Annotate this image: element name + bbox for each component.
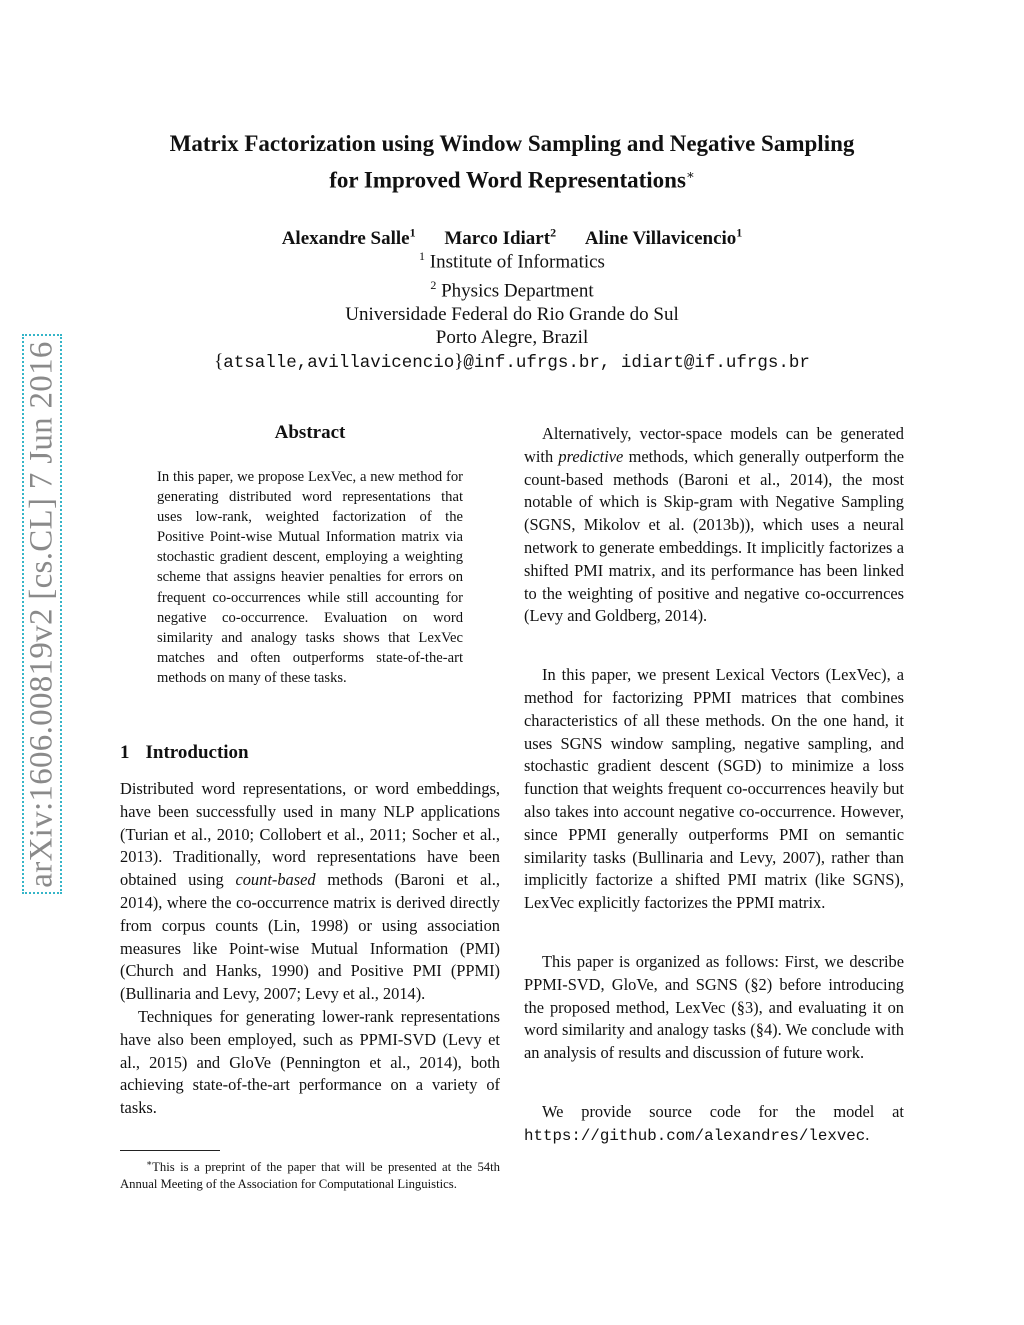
intro-paragraph-1 <box>120 778 500 1006</box>
intro-paragraph-2: Techniques for generating lower-rank representations have also been employed, such as PPMI-SVD (Levy et al., 2015) and GloVe (Pennington et al., 2014), both achieving state-of-the-art performance on a variety of tasks. <box>120 1006 500 1118</box>
arxiv-stamp-text: arXiv:1606.00819v2 [cs.CL] 7 Jun 2016 <box>23 340 60 888</box>
author-3-affil: 1 <box>736 226 743 240</box>
right-p1-text-a: Alternatively, vector-space models can be generated with <box>524 424 904 466</box>
source-code-link[interactable]: https://github.com/alexandres/lexvec <box>524 1126 866 1145</box>
email-domains: @inf.ufrgs.br, idiart@if.ufrgs.br <box>463 352 810 373</box>
author-1-name: Alexandre Salle <box>281 228 410 250</box>
section-heading-introduction <box>120 742 500 764</box>
email-brace-close: } <box>454 350 464 372</box>
affiliation-1-text: Institute of Informatics <box>429 251 605 273</box>
city: Porto Alegre, Brazil <box>435 327 589 349</box>
abstract-text: In this paper, we propose LexVec, a new method for generating distributed word representations that uses low-rank, weighted factorization of the Positive Point-wise Mutual Information matrix via stochastic gradient descent, employing a weighting scheme that assigns heavier penalties for errors on frequent co-occurrences while still accounting for negative co-occurrence. Evaluation on word similarity and analogy tasks shows that LexVec matches and often outperforms state-of-the-art methods on many of these tasks. <box>157 469 463 686</box>
intro-p1-text-b: methods (Baroni et al., 2014), where the co-occurrence matrix is derived directly from corpus counts (Lin, 1998) or using association measures like Point-wise Mutual Information (PMI) (Church and Hanks, 1990) and Positive PMI (PPMI) (Bullinaria and Levy, 2007; Levy et al., 2014). <box>120 870 501 1004</box>
section-number: 1 <box>120 742 130 763</box>
affiliation-2-text: Physics Department <box>441 280 594 302</box>
email-brace-open: { <box>214 350 224 372</box>
affiliations <box>120 245 904 375</box>
author-1-affil: 1 <box>409 226 416 240</box>
left-column-body <box>120 778 500 1120</box>
author-3-name: Aline Villavicencio <box>584 228 737 250</box>
footnote-mark: ∗ <box>146 1158 153 1168</box>
paper-title <box>120 128 904 196</box>
affiliation-2 <box>120 274 904 303</box>
university: Universidade Federal do Rio Grande do Sul <box>345 303 679 325</box>
affiliation-2-mark: 2 <box>430 277 437 292</box>
right-paragraph-1 <box>524 423 904 628</box>
footnote-text <box>120 1155 500 1193</box>
author-2-affil: 2 <box>550 226 557 240</box>
right-paragraph-3: This paper is organized as follows: First, we describe PPMI-SVD, GloVe, and SGNS (§2) before introducing the proposed method, LexVec (§3), and evaluating it on word similarity and analogy tasks (§4). We conclude with an analysis of results and discussion of future work. <box>524 951 904 1063</box>
title-footnote-mark: ∗ <box>685 167 695 182</box>
arxiv-stamp <box>22 334 62 894</box>
intro-p1-emphasis: count-based <box>235 870 316 890</box>
footnote <box>120 1155 500 1193</box>
footnote-body: This is a preprint of the paper that will be presented at the 54th Annual Meeting of the Association for Computational Linguistics. <box>120 1160 500 1192</box>
intro-p1-text-a: Distributed word representations, or word embeddings, have been successfully used in many NLP applications (Turian et al., 2010; Collobert et al., 2011; Socher et al., 2013). Traditionally, word representations have been obtained using <box>120 779 500 890</box>
title-line-2 <box>120 159 904 196</box>
title-line-1: Matrix Factorization using Window Sampling and Negative Sampling <box>169 131 855 156</box>
right-p4-text: We provide source code for the model at <box>542 1101 904 1121</box>
right-p1-emphasis: predictive <box>558 446 624 466</box>
author-2-name: Marco Idiart <box>444 228 551 250</box>
footnote-rule <box>120 1150 220 1151</box>
right-paragraph-4 <box>524 1101 904 1148</box>
title-line-2-text: for Improved Word Representations <box>329 167 686 193</box>
affiliation-1-mark: 1 <box>419 249 426 263</box>
right-p4-end: . <box>865 1124 870 1144</box>
right-p1-text-b: methods, which generally outperform the count-based methods (Baroni et al., 2014), the most notable of which is Skip-gram with Negative Sampling (SGNS, Mikolov et al. (2013b)), which uses a neural network to generate embeddings. It implicitly factorizes a shifted PMI matrix, and its performance has been linked to the weighting of positive and negative co-occurrences (Levy and Goldberg, 2014). <box>524 446 904 626</box>
abstract-heading: Abstract <box>274 422 346 443</box>
affiliation-1 <box>120 245 904 274</box>
right-paragraph-2: In this paper, we present Lexical Vectors (LexVec), a method for factorizing PPMI matrices that combines characteristics of all these methods. On the one hand, it uses SGNS window sampling, negative sampling, and stochastic gradient descent (SGD) to minimize a loss function that weights frequent co-occurrences heavily but also takes into account negative co-occurrence. However, since PPMI generally outperforms PMI on semantic similarity tasks (Bullinaria and Levy, 2007), rather than implicitly factorize a shifted PMI matrix (like SGNS), LexVec explicitly factorizes the PPMI matrix. <box>524 665 904 913</box>
email-users: atsalle,avillavicencio <box>223 352 455 373</box>
section-title: Introduction <box>145 742 249 763</box>
right-column-body <box>524 423 904 1148</box>
email-line <box>120 350 904 376</box>
